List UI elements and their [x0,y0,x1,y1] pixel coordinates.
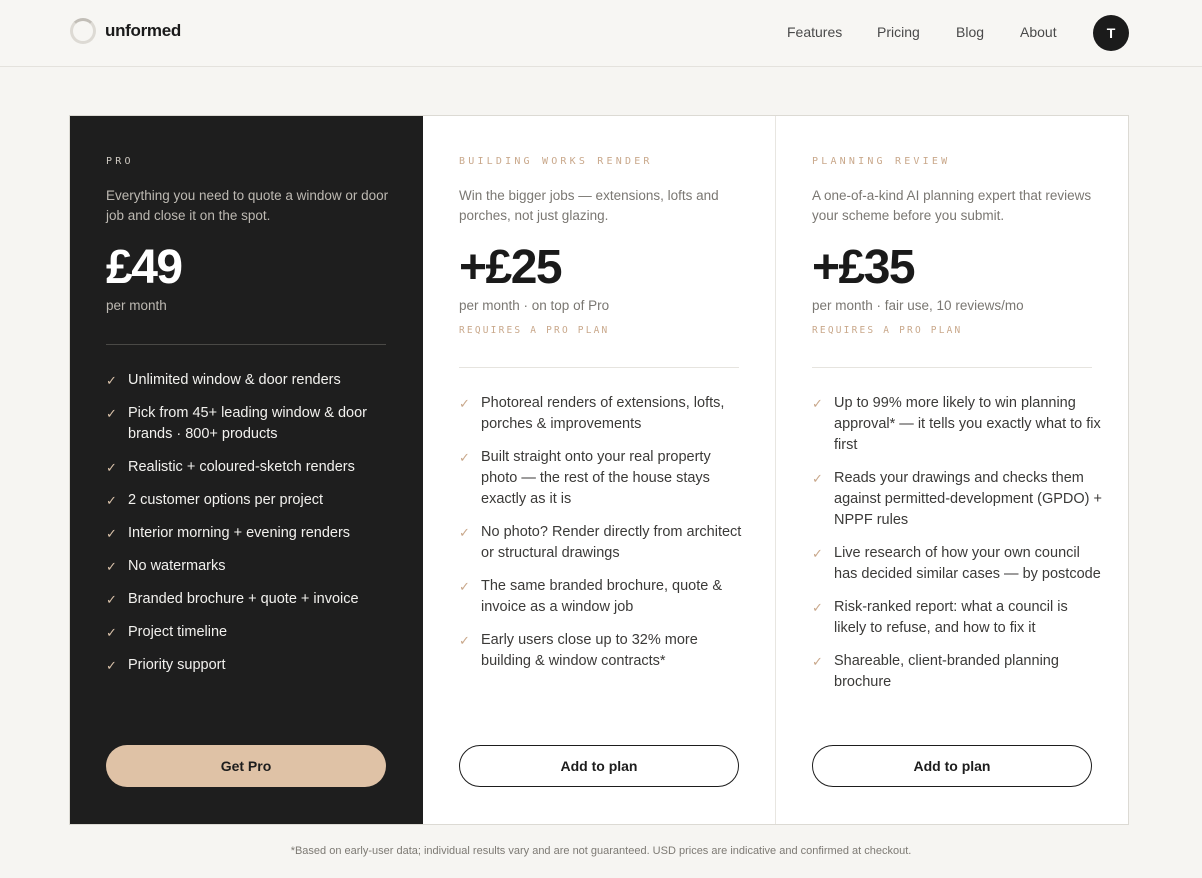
logo[interactable] [70,18,181,44]
check-icon: ✓ [106,559,117,574]
plan-eyebrow: BUILDING WORKS RENDER [459,156,653,167]
add-building-works-button[interactable]: Add to plan [459,745,739,787]
site-header [0,0,1202,67]
plan-description: A one-of-a-kind AI planning expert that reviews your scheme before you submit. [812,188,1092,223]
feature-item: ✓ Risk-ranked report: what a council is likely to refuse, and how to fix it [812,599,1068,636]
plan-planning-review [776,116,1128,824]
feature-item: ✓ No watermarks [106,556,396,577]
check-icon: ✓ [812,654,823,669]
plan-pro [70,116,423,824]
plan-price: +£35 [812,241,915,294]
avatar[interactable]: T [1093,15,1129,51]
check-icon: ✓ [106,460,117,475]
feature-list [459,393,749,684]
pricing-grid [69,115,1129,825]
feature-item: ✓ Project timeline [106,622,396,643]
plan-description: Everything you need to quote a window or door job and close it on the spot. [106,188,389,223]
check-icon: ✓ [106,592,117,607]
footnote: *Based on early-user data; individual results vary and are not guaranteed. USD prices are indicative and confirmed at checkout. [290,845,912,857]
check-icon: ✓ [106,373,117,388]
check-icon: ✓ [459,396,470,411]
check-icon: ✓ [459,525,470,540]
feature-item: ✓ Early users close up to 32% more building & window contracts* [459,632,698,669]
feature-item: ✓ No photo? Render directly from architect or structural drawings [459,524,742,561]
nav-pricing[interactable]: Pricing [877,24,920,40]
nav-features[interactable]: Features [787,24,843,40]
feature-item: ✓ Built straight onto your real property photo — the rest of the house stays exactly as it is [459,449,711,507]
check-icon: ✓ [106,658,117,673]
feature-item: ✓ Priority support [106,655,396,676]
feature-item: ✓ Live research of how your own council has decided similar cases — by postcode [812,545,1101,582]
plan-building-works [423,116,776,824]
feature-item: ✓ Unlimited window & door renders [106,370,396,391]
logo-icon [70,18,96,44]
check-icon: ✓ [459,633,470,648]
feature-item: ✓ Branded brochure + quote + invoice [106,589,396,610]
check-icon: ✓ [459,450,470,465]
check-icon: ✓ [812,600,823,615]
feature-item: ✓ 2 customer options per project [106,490,396,511]
plan-price: +£25 [459,241,562,294]
divider [106,344,386,345]
feature-item: ✓ Pick from 45+ leading window & door brands · 800+ products [106,405,367,442]
check-icon: ✓ [812,396,823,411]
check-icon: ✓ [106,625,117,640]
check-icon: ✓ [459,579,470,594]
feature-item: ✓ Up to 99% more likely to win planning approval* — it tells you exactly what to fix first [812,395,1101,453]
nav-about[interactable]: About [1020,24,1057,40]
feature-item: ✓ The same branded brochure, quote & invoice as a window job [459,578,723,615]
feature-item: ✓ Interior morning + evening renders [106,523,396,544]
plan-price-sub: per month [106,298,167,313]
feature-item: ✓ Photoreal renders of extensions, lofts, porches & improvements [459,395,725,432]
feature-list [812,393,1102,705]
feature-item: ✓ Reads your drawings and checks them against permitted-development (GPDO) + NPPF rules [812,470,1102,528]
add-planning-review-button[interactable]: Add to plan [812,745,1092,787]
requires-label: REQUIRES A PRO PLAN [812,325,963,336]
nav-blog[interactable]: Blog [956,24,985,40]
plan-price-sub: per month · on top of Pro [459,298,610,313]
plan-eyebrow: PRO [106,156,134,167]
feature-item: ✓ Realistic + coloured-sketch renders [106,457,396,478]
requires-label: REQUIRES A PRO PLAN [459,325,610,336]
divider [459,367,739,368]
feature-item: ✓ Shareable, client-branded planning brochure [812,653,1059,690]
feature-list [106,370,396,688]
plan-eyebrow: PLANNING REVIEW [812,156,951,167]
plan-price: £49 [106,241,182,294]
check-icon: ✓ [106,493,117,508]
plan-description: Win the bigger jobs — extensions, lofts and porches, not just glazing. [459,188,719,223]
brand-name: unformed [105,21,181,40]
check-icon: ✓ [106,526,117,541]
get-pro-button[interactable]: Get Pro [106,745,386,787]
check-icon: ✓ [106,406,117,421]
check-icon: ✓ [812,471,823,486]
divider [812,367,1092,368]
check-icon: ✓ [812,546,823,561]
plan-price-sub: per month · fair use, 10 reviews/mo [812,298,1024,313]
